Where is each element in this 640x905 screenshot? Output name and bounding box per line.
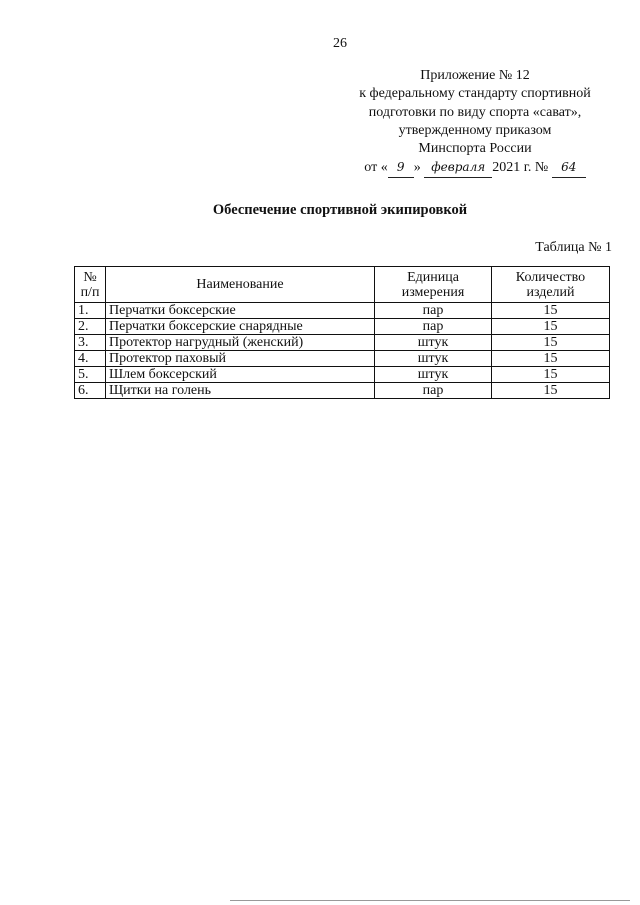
header-unit-line2: измерения bbox=[401, 284, 465, 300]
table-row bbox=[75, 383, 610, 399]
row-unit: штук bbox=[375, 367, 492, 383]
appendix-line: подготовки по виду спорта «сават», bbox=[368, 104, 582, 120]
table-row bbox=[75, 303, 610, 319]
row-num: 2. bbox=[75, 319, 106, 335]
row-qty: 15 bbox=[492, 335, 610, 351]
header-unit bbox=[375, 267, 492, 303]
table-caption: Таблица № 1 bbox=[535, 240, 612, 255]
row-qty: 15 bbox=[492, 303, 610, 319]
table-row bbox=[75, 319, 610, 335]
handwritten-month: февраля bbox=[424, 158, 492, 177]
table-row bbox=[75, 367, 610, 383]
row-qty: 15 bbox=[492, 351, 610, 367]
row-qty: 15 bbox=[492, 383, 610, 399]
header-name: Наименование bbox=[106, 267, 375, 303]
row-num: 6. bbox=[75, 383, 106, 399]
order-date-line bbox=[340, 158, 610, 177]
row-name: Протектор паховый bbox=[106, 351, 375, 367]
row-unit: штук bbox=[375, 335, 492, 351]
table-row bbox=[75, 351, 610, 367]
appendix-block bbox=[340, 67, 610, 178]
header-num-line2: п/п bbox=[80, 284, 100, 300]
date-close-quote: » bbox=[413, 160, 421, 176]
header-num-line1: № bbox=[83, 269, 97, 285]
row-name: Щитки на голень bbox=[106, 383, 375, 399]
row-num: 3. bbox=[75, 335, 106, 351]
appendix-line: Приложение № 12 bbox=[420, 68, 530, 83]
row-unit: пар bbox=[375, 319, 492, 335]
date-year-text: 2021 г. № bbox=[492, 160, 549, 176]
row-num: 1. bbox=[75, 303, 106, 319]
header-qty-line1: Количество bbox=[515, 269, 586, 285]
document-title: Обеспечение спортивной экипировкой bbox=[212, 202, 468, 218]
page-number: 26 bbox=[333, 36, 347, 51]
table-row bbox=[75, 335, 610, 351]
appendix-line: к федеральному стандарту спортивной bbox=[359, 86, 591, 102]
row-num: 4. bbox=[75, 351, 106, 367]
row-unit: пар bbox=[375, 303, 492, 319]
row-unit: пар bbox=[375, 383, 492, 399]
appendix-line: Минспорта России bbox=[418, 141, 532, 157]
row-qty: 15 bbox=[492, 367, 610, 383]
date-prefix: от « bbox=[364, 160, 388, 176]
row-qty: 15 bbox=[492, 319, 610, 335]
appendix-line: утвержденному приказом bbox=[398, 122, 552, 138]
equipment-table bbox=[74, 266, 610, 399]
handwritten-order-number: 64 bbox=[552, 158, 586, 177]
scan-edge-line bbox=[230, 900, 630, 901]
handwritten-day: 9 bbox=[388, 158, 414, 177]
row-num: 5. bbox=[75, 367, 106, 383]
header-qty-line2: изделий bbox=[526, 284, 575, 300]
row-name: Перчатки боксерские снарядные bbox=[106, 319, 375, 335]
row-name: Протектор нагрудный (женский) bbox=[106, 335, 375, 351]
table-header-row bbox=[75, 267, 610, 303]
header-num bbox=[75, 267, 106, 303]
header-unit-line1: Единица bbox=[407, 269, 459, 285]
row-name: Перчатки боксерские bbox=[106, 303, 375, 319]
header-qty bbox=[492, 267, 610, 303]
row-name: Шлем боксерский bbox=[106, 367, 375, 383]
row-unit: штук bbox=[375, 351, 492, 367]
